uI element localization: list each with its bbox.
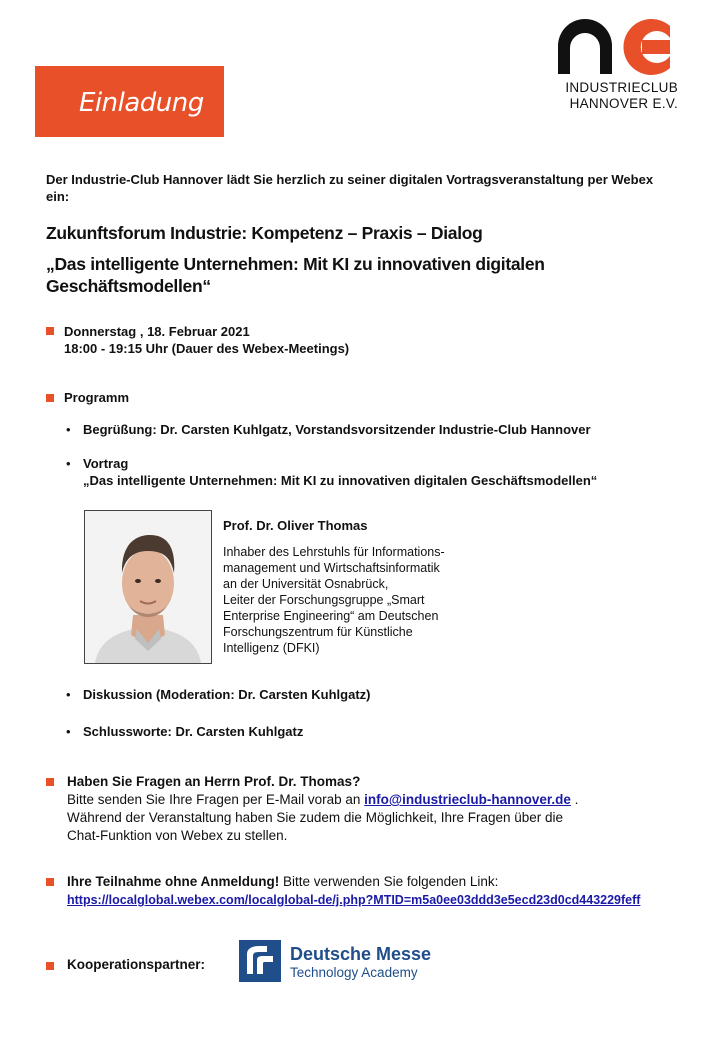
- questions-heading: Haben Sie Fragen an Herrn Prof. Dr. Thomas?: [67, 774, 361, 789]
- deutsche-messe-logo-icon: [239, 940, 281, 982]
- program-item-discussion: Diskussion (Moderation: Dr. Carsten Kuhlgatz): [83, 687, 371, 702]
- program-item-talk: Vortrag „Das intelligente Unternehmen: Mit KI zu innovativen digitalen Geschäftsmodellen“: [83, 456, 598, 488]
- questions-bullet-icon: [46, 778, 54, 786]
- program-item-closing: Schlussworte: Dr. Carsten Kuhlgatz: [83, 724, 304, 739]
- banner-label: Einladung: [79, 88, 204, 118]
- speaker-photo: [84, 510, 212, 664]
- participation-section: Ihre Teilnahme ohne Anmeldung! Bitte verwenden Sie folgenden Link: https://localglobal.webex.com/localglobal-de/j.php?MTID=m5a0ee03ddd3e5ecd23d0cd443229feff: [67, 874, 641, 907]
- intro-text: Der Industrie-Club Hannover lädt Sie herzlich zu seiner digitalen Vortragsveranstaltung per Webex ein:: [46, 172, 654, 204]
- partner-label: Kooperationspartner:: [67, 957, 206, 972]
- speaker-name: Prof. Dr. Oliver Thomas: [223, 518, 368, 533]
- bullet-dot-icon: •: [66, 456, 71, 471]
- event-time-line: 18:00 - 19:15 Uhr (Dauer des Webex-Meetings): [64, 341, 350, 356]
- program-bullet-icon: [46, 394, 54, 402]
- event-title: „Das intelligente Unternehmen: Mit KI zu innovativen digitalen Geschäftsmodellen“: [46, 254, 545, 296]
- webex-link[interactable]: https://localglobal.webex.com/localglobal-de/j.php?MTID=m5a0ee03ddd3e5ecd23d0cd443229feff: [67, 893, 641, 907]
- program-item-welcome: Begrüßung: Dr. Carsten Kuhlgatz, Vorstandsvorsitzender Industrie-Club Hannover: [83, 422, 591, 437]
- einladung-banner: [35, 66, 224, 137]
- date-bullet-icon: [46, 327, 54, 335]
- event-series-title: Zukunftsforum Industrie: Kompetenz – Praxis – Dialog: [46, 223, 483, 243]
- event-date: [64, 323, 349, 357]
- partner-name: Deutsche Messe: [290, 944, 432, 964]
- partner-bullet-icon: [46, 962, 54, 970]
- industrieclub-logo-mark: [556, 18, 674, 76]
- participation-heading: Ihre Teilnahme ohne Anmeldung!: [67, 874, 280, 889]
- questions-section: Haben Sie Fragen an Herrn Prof. Dr. Thomas? Bitte senden Sie Ihre Fragen per E-Mail vorab an info@industrieclub-hannover.de . Während der Veranstaltung haben Sie zudem die Möglichkeit, Ihre Fragen über die Chat-Funktion von Webex zu stellen.: [67, 773, 687, 845]
- industrieclub-logo-text: INDUSTRIECLUB HANNOVER E.V.: [565, 80, 678, 111]
- bullet-dot-icon: •: [66, 422, 71, 437]
- participation-bullet-icon: [46, 878, 54, 886]
- email-link[interactable]: info@industrieclub-hannover.de: [364, 792, 571, 807]
- event-date-line: Donnerstag , 18. Februar 2021: [64, 324, 250, 339]
- speaker-description: Inhaber des Lehrstuhls für Informations- management und Wirtschaftsinformatik an der Universität Osnabrück, Leiter der Forschungsgruppe „Smart Enterprise Engineering“ am Deutschen Forschungszentrum für Künstliche Intelligenz (DFKI): [223, 545, 445, 655]
- bullet-dot-icon: •: [66, 687, 71, 702]
- program-heading: Programm: [64, 390, 130, 405]
- partner-subname: Technology Academy: [290, 965, 418, 980]
- bullet-dot-icon: •: [66, 724, 71, 739]
